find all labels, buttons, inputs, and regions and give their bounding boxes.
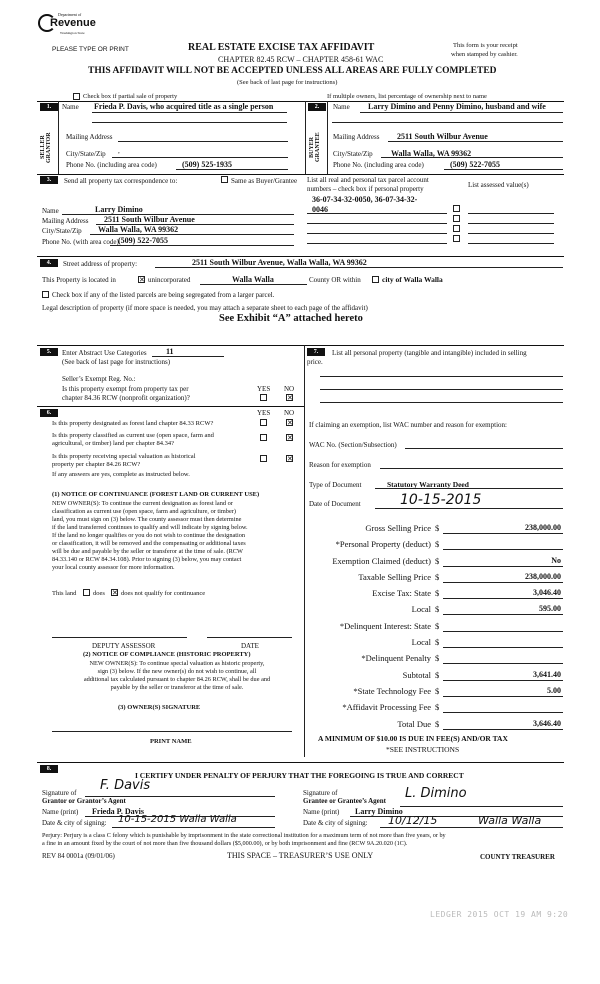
dor-logo [38, 12, 96, 42]
rule [112, 157, 288, 158]
notice2-line: payable by the seller or transferor at the time of sale. [110, 684, 244, 691]
legal-value: See Exhibit “A” attached hereto [219, 313, 363, 324]
section6-q1: Is this property designated as forest land chapter 84.33 RCW? [52, 420, 214, 427]
section6-q2b: agricultural, or timber) land per chapter 84.34? [52, 440, 175, 447]
tax-row-currency: $ [435, 539, 440, 550]
doc-date-value: 10-15-2015 [400, 492, 482, 508]
rule [405, 448, 563, 449]
exempt-q2: chapter 84.36 RCW (nonprofit organization)? [62, 394, 190, 402]
tax-row-value: 3,046.40 [533, 588, 561, 598]
parcel-1-personal-checkbox[interactable] [453, 205, 460, 212]
section6-q3a: Is this property receiving special valuation as historical [52, 453, 196, 460]
parcel-line-1: 36-07-34-32-0050, 36-07-34-32- [312, 195, 418, 204]
parcel-4-personal-checkbox[interactable] [453, 235, 460, 242]
rule [37, 406, 304, 407]
section-1-number: 1. [40, 103, 58, 111]
seller-name-value: Frieda P. Davis, who acquired title as a single person [94, 102, 274, 111]
warning-text: THIS AFFIDAVIT WILL NOT BE ACCEPTED UNLESS ALL AREAS ARE FULLY COMPLETED [88, 66, 497, 76]
rule [118, 141, 288, 142]
tax-row-currency: $ [435, 555, 440, 566]
abstract-use-value: 11 [166, 347, 174, 356]
notice2-body [52, 660, 302, 692]
treasurer-space-label: THIS SPACE – TREASURER’S USE ONLY [227, 851, 374, 860]
abstract-use-label: Enter Abstract Use Categories [62, 349, 147, 357]
tax-row-label: *Affidavit Processing Fee [342, 702, 431, 713]
section-6-number: 6. [40, 409, 58, 417]
tax-row [305, 717, 563, 733]
notice1-line: if the land transferred continues to qualify and will indicate by signing below. [52, 524, 248, 531]
does-label: does [93, 590, 105, 597]
tax-row-underline [443, 549, 563, 550]
grantor-date-label: Date & city of signing: [42, 819, 107, 827]
rule [207, 637, 292, 638]
rule [380, 827, 563, 828]
receipt-note-2: when stamped by cashier. [451, 51, 518, 58]
certify-statement: I CERTIFY UNDER PENALTY OF PERJURY THAT THE FOREGOING IS TRUE AND CORRECT [135, 771, 464, 780]
tax-row-currency: $ [435, 685, 440, 696]
tax-row-currency: $ [435, 523, 440, 533]
notice1-line: 84.33.140 or RCW 84.34.108). Prior to signing (3) below, you may contact [52, 556, 242, 563]
rule [110, 245, 294, 246]
grantee-name-value: Larry Dimino [355, 807, 403, 816]
street-label: Street address of property: [63, 260, 138, 268]
grantor-name-value: Frieda P. Davis [92, 807, 144, 816]
does-not-checkbox[interactable]: ✕ [112, 589, 118, 597]
grantor-agent-label: Grantor or Grantor’s Agent [42, 797, 126, 805]
tax-row [305, 700, 563, 716]
corr-phone-value: (509) 522-7055 [118, 236, 168, 245]
tax-row-currency: $ [435, 702, 440, 713]
partial-sale-label: Check box if partial sale of property [83, 93, 178, 100]
segregated-checkbox[interactable] [42, 291, 49, 298]
parcel-heading-2: numbers – check box if personal property [307, 185, 424, 193]
buyer-phone-label: Phone No. (including area code) [333, 161, 424, 169]
section7-label-2: price. [307, 358, 323, 366]
grantor-date-value: 10-15-2015 Walla Walla [118, 814, 237, 825]
buyer-name-label: Name [333, 103, 350, 111]
tax-row-label: *State Technology Fee [353, 685, 431, 696]
parcel-2-personal-checkbox[interactable] [453, 215, 460, 222]
seller-phone-value: (509) 525-1935 [182, 160, 232, 169]
rule [444, 169, 563, 170]
exempt-yes-checkbox[interactable] [260, 394, 267, 401]
tax-row-underline [443, 680, 563, 681]
tax-row-currency: $ [435, 620, 440, 631]
rule [58, 101, 59, 174]
exempt-reg-label: Seller’s Exempt Reg. No.: [62, 375, 136, 383]
tax-row-label: Total Due [397, 718, 431, 729]
rule [307, 223, 447, 224]
multiple-owners-label: If multiple owners, list percentage of ownership next to name [327, 93, 487, 100]
seller-side-label: SELLER GRANTOR [40, 132, 52, 163]
section6-no-header: NO [284, 409, 295, 417]
notice2-title: (2) NOTICE OF COMPLIANCE (HISTORIC PROPERTY) [83, 651, 251, 658]
print-name-label: PRINT NAME [150, 738, 192, 745]
parcel-3-personal-checkbox[interactable] [453, 225, 460, 232]
tax-row-underline [443, 712, 563, 713]
parcel-heading-1: List all real and personal tax parcel account [307, 176, 429, 184]
tax-row-label: Excise Tax: State [372, 588, 431, 599]
city-of-label: city of Walla Walla [382, 275, 443, 284]
tax-row-currency: $ [435, 718, 440, 729]
rule [37, 256, 564, 257]
rule [152, 356, 224, 357]
unincorporated-checkbox[interactable]: ✕ [139, 276, 145, 284]
tax-row-label: Local [411, 637, 431, 648]
does-not-label: does not qualify for continuance [121, 590, 206, 597]
tax-row-value: 238,000.00 [525, 523, 561, 532]
section6-yes-header: YES [257, 409, 271, 417]
tax-row-underline [443, 729, 563, 730]
tax-row-label: *Delinquent Penalty [361, 653, 431, 664]
wac-no-label: WAC No. (Section/Subsection) [309, 441, 397, 449]
same-as-buyer-label: Same as Buyer/Grantee [231, 177, 298, 185]
exempt-no-checkbox[interactable]: ✕ [287, 394, 293, 402]
grantee-city-value: Walla Walla [478, 814, 542, 827]
tax-row [305, 651, 563, 667]
logo-bottom-text: Washington State [60, 31, 85, 35]
tax-row-underline [443, 533, 563, 534]
doc-type-value: Statutory Warranty Deed [387, 480, 469, 489]
grantor-sig-label: Signature of [42, 789, 77, 797]
tax-row-currency: $ [435, 637, 440, 648]
corr-phone-label: Phone No. (with area code) [42, 238, 119, 246]
notice1-line: will be due and payable by the seller or transferor at the time of sale. (RCW [52, 548, 243, 555]
this-land-label: This land [52, 590, 77, 597]
notice1-line: your local county assessor for more information. [52, 564, 175, 571]
assessed-heading: List assessed value(s) [468, 181, 529, 189]
notice1-line: classification as current use (open space, farm and agriculture, or timber) [52, 508, 236, 515]
rule [37, 345, 564, 346]
grantee-agent-label: Grantee or Grantee’s Agent [303, 797, 387, 805]
rule [468, 213, 554, 214]
tax-row-label: Local [411, 604, 431, 615]
rule [468, 243, 554, 244]
notice1-body [52, 500, 302, 572]
corr-city-label: City/State/Zip [42, 227, 82, 235]
perjury-line-2 [42, 840, 407, 847]
treasurer-stamp: LEDGER 2015 OCT 19 AM 9:20 [430, 910, 569, 919]
rule [176, 169, 288, 170]
perjury-text-2: a fine in an amount fixed by the court of not more than five thousand dollars ($5,000.00), or by both imprisonment and fine (RCW 9A.20.020 (1C). [42, 840, 408, 847]
corr-name-value: Larry Dimino [95, 205, 143, 214]
tax-row-label: *Delinquent Interest: State [339, 620, 431, 631]
tax-row-currency: $ [435, 653, 440, 664]
county-value: Walla Walla [232, 275, 274, 284]
rule [381, 157, 563, 158]
see-back-note: (See back of last page for instructions) [237, 79, 338, 86]
rule [37, 174, 564, 175]
owner-signature-label: (3) OWNER(S) SIGNATURE [118, 704, 201, 711]
tax-row [305, 668, 563, 684]
county-or-label: County OR within [309, 276, 361, 284]
section-4-number: 4. [40, 259, 58, 267]
partial-sale-checkbox[interactable] [73, 93, 80, 100]
tax-row-currency: $ [435, 604, 440, 615]
located-label: This Property is located in [42, 276, 116, 284]
tax-row-value: No [551, 555, 561, 565]
section7-label-1: List all personal property (tangible and intangible) included in selling [332, 349, 527, 357]
forest-yes-checkbox[interactable] [260, 419, 267, 426]
tax-row [305, 635, 563, 651]
tax-row-value: 5.00 [547, 685, 561, 695]
tax-row [305, 554, 563, 570]
section-8-number: 8. [40, 765, 58, 773]
section5-no-header: NO [284, 385, 295, 393]
grantee-sig-label: Signature of [303, 789, 338, 797]
forest-no-checkbox[interactable]: ✕ [287, 419, 293, 427]
section-3-number: 3. [40, 176, 58, 184]
rule [375, 488, 563, 489]
rule [307, 243, 447, 244]
notice1-line: NEW OWNER(S): To continue the current designation as forest land or [52, 500, 233, 507]
wac-claim-label: If claiming an exemption, list WAC number and reason for exemption: [309, 421, 507, 429]
rule [332, 122, 563, 123]
exempt-q1: Is this property exempt from property tax per [62, 385, 189, 393]
historic-no-checkbox[interactable]: ✕ [287, 455, 293, 463]
rule [52, 731, 292, 732]
county-treasurer-label: COUNTY TREASURER [480, 853, 555, 861]
buyer-name-value: Larry Dimino and Penny Dimino, husband and wife [368, 102, 546, 111]
tax-row-currency: $ [435, 669, 440, 680]
rule [37, 762, 564, 763]
grantee-date-label: Date & city of signing: [303, 819, 368, 827]
date-label: DATE [241, 642, 259, 650]
tax-row-underline [443, 631, 563, 632]
rule [52, 637, 187, 638]
tax-row-label: *Personal Property (deduct) [335, 539, 431, 550]
section6-q2a: Is this property classified as current use (open space, farm and [52, 432, 214, 439]
notice2-line: additional tax calculated pursuant to chapter 84.26 RCW, shall be due and [83, 676, 271, 683]
section6-q3b: property per chapter 84.26 RCW? [52, 461, 141, 468]
tax-row-currency: $ [435, 588, 440, 599]
buyer-mailing-label: Mailing Address [333, 133, 380, 141]
tax-row-value: 3,646.40 [533, 718, 561, 728]
tax-row-currency: $ [435, 571, 440, 582]
rule [85, 796, 275, 797]
rule [307, 233, 447, 234]
rule [375, 508, 563, 509]
tax-table [305, 521, 563, 733]
notice1-line: If the land no longer qualifies or you do not wish to continue the designation [52, 532, 246, 539]
grantor-name-label: Name (print) [42, 808, 79, 816]
rule [360, 112, 563, 113]
section5-yes-header: YES [257, 385, 271, 393]
reason-label: Reason for exemption [309, 461, 371, 469]
grantee-name-label: Name (print) [303, 808, 340, 816]
tax-row-label: Gross Selling Price [365, 523, 431, 533]
current-use-yes-checkbox[interactable] [260, 434, 267, 441]
section-5-number: 5. [40, 348, 58, 356]
tax-row-underline [443, 647, 563, 648]
buyer-mailing-value: 2511 South Wilbur Avenue [397, 132, 488, 141]
tax-row-value: 3,641.40 [533, 669, 561, 679]
logo-word: Revenue [50, 17, 96, 29]
tax-row [305, 619, 563, 635]
section5-see-back: (See back of last page for instructions) [62, 358, 171, 366]
minimum-note: A MINIMUM OF $10.00 IS DUE IN FEE(S) AND/OR TAX [318, 734, 508, 743]
seller-phone-label: Phone No. (including area code) [66, 161, 157, 169]
buyer-side-label: BUYER GRANTEE [309, 132, 321, 163]
rule [320, 389, 563, 390]
rule [92, 112, 287, 113]
tax-row [305, 586, 563, 602]
corr-city-value: Walla Walla, WA 99362 [98, 225, 179, 234]
tax-row [305, 602, 563, 618]
tax-row [305, 684, 563, 700]
rule [400, 806, 563, 807]
rule [307, 213, 447, 214]
tax-row-label: Exemption Claimed (deduct) [332, 555, 431, 566]
doc-date-label: Date of Document [309, 500, 361, 508]
seller-mailing-label: Mailing Address [66, 133, 113, 141]
rule [200, 284, 307, 285]
rule [320, 402, 563, 403]
please-type: PLEASE TYPE OR PRINT [52, 46, 129, 53]
buyer-city-label: City/State/Zip [333, 150, 373, 158]
tax-row [305, 521, 563, 537]
corr-mailing-label: Mailing Address [42, 217, 89, 225]
tax-row-label: Subtotal [402, 669, 431, 680]
rule [380, 468, 563, 469]
buyer-city-value: Walla Walla, WA 99362 [391, 149, 472, 158]
deputy-assessor-label: DEPUTY ASSESSOR [92, 642, 156, 650]
buyer-phone-value: (509) 522-7055 [450, 160, 500, 169]
correspondence-heading: Send all property tax correspondence to: [64, 177, 178, 185]
does-checkbox[interactable] [83, 589, 90, 596]
form-chapters: CHAPTER 82.45 RCW – CHAPTER 458-61 WAC [218, 55, 384, 64]
rule [327, 101, 328, 174]
notice2-line: NEW OWNER(S): To continue special valuation as historic property, [89, 660, 265, 667]
seller-city-label: City/State/Zip [66, 150, 106, 158]
form-title: REAL ESTATE EXCISE TAX AFFIDAVIT [188, 42, 375, 53]
tax-row-underline [443, 598, 563, 599]
section6-q4: If any answers are yes, complete as instructed below. [52, 471, 190, 478]
tax-row-underline [443, 582, 563, 583]
segregated-label: Check box if any of the listed parcels are being segregated from a larger parcel. [52, 291, 275, 299]
doc-type-label: Type of Document [309, 481, 362, 489]
perjury-text-1: Perjury: Perjury is a class C felony which is punishable by imprisonment in the state correctional institution for a maximum term of not more than five years, or by [42, 832, 446, 839]
receipt-note-1: This form is your receipt [453, 42, 518, 49]
corr-name-label: Name [42, 207, 59, 215]
logo-top-text: Department of [58, 12, 82, 17]
rule [155, 267, 563, 268]
form-revision: REV 84 0001a (09/01/06) [42, 852, 115, 860]
rule [92, 122, 287, 123]
notice2-line: sign (3) below. If the new owner(s) do not wish to continue, all [97, 668, 257, 675]
parcel-line-2: 0046 [312, 205, 328, 214]
section-7-number: 7. [307, 348, 325, 356]
unincorporated-label: unincorporated [148, 276, 191, 284]
historic-yes-checkbox[interactable] [260, 455, 267, 462]
legal-label: Legal description of property (if more space is needed, you may attach a separate sheet to each page of the affidavit) [42, 304, 368, 312]
tax-row-value: 595.00 [539, 604, 561, 614]
seller-name-label: Name [62, 103, 79, 111]
street-value: 2511 South Wilbur Avenue, Walla Walla, WA 99362 [192, 258, 367, 267]
tax-row-underline [443, 696, 563, 697]
rule [388, 141, 563, 142]
rule [305, 101, 306, 174]
perjury-line-1 [42, 832, 446, 839]
tax-row [305, 537, 563, 553]
same-as-buyer-checkbox[interactable] [221, 176, 228, 183]
notice1-title: (1) NOTICE OF CONTINUANCE (FOREST LAND OR CURRENT USE) [52, 491, 260, 498]
seller-city-value: , [118, 147, 120, 155]
tax-row-underline [443, 566, 563, 567]
grantee-date-value: 10/12/15 [388, 814, 438, 827]
tax-row [305, 570, 563, 586]
section-2-number: 2. [308, 103, 326, 111]
rule [90, 234, 294, 235]
rule [468, 233, 554, 234]
grantor-signature: F. Davis [100, 778, 151, 793]
grantee-signature: L. Dimino [405, 786, 467, 801]
rule [468, 223, 554, 224]
tax-row-label: Taxable Selling Price [358, 571, 431, 582]
tax-row-underline [443, 614, 563, 615]
tax-row-underline [443, 663, 563, 664]
tax-row-value: 238,000.00 [525, 571, 561, 581]
rule [320, 376, 563, 377]
city-of-checkbox[interactable] [372, 276, 379, 283]
notice1-line: or classification, it will be removed and the compensating or additional taxes [52, 540, 246, 547]
current-use-no-checkbox[interactable]: ✕ [287, 434, 293, 442]
rule [112, 827, 275, 828]
see-instructions-note: *SEE INSTRUCTIONS [386, 745, 460, 754]
notice1-line: land, you must sign on (3) below. The county assessor must then determine [52, 516, 242, 523]
corr-mailing-value: 2511 South Wilbur Avenue [104, 215, 195, 224]
